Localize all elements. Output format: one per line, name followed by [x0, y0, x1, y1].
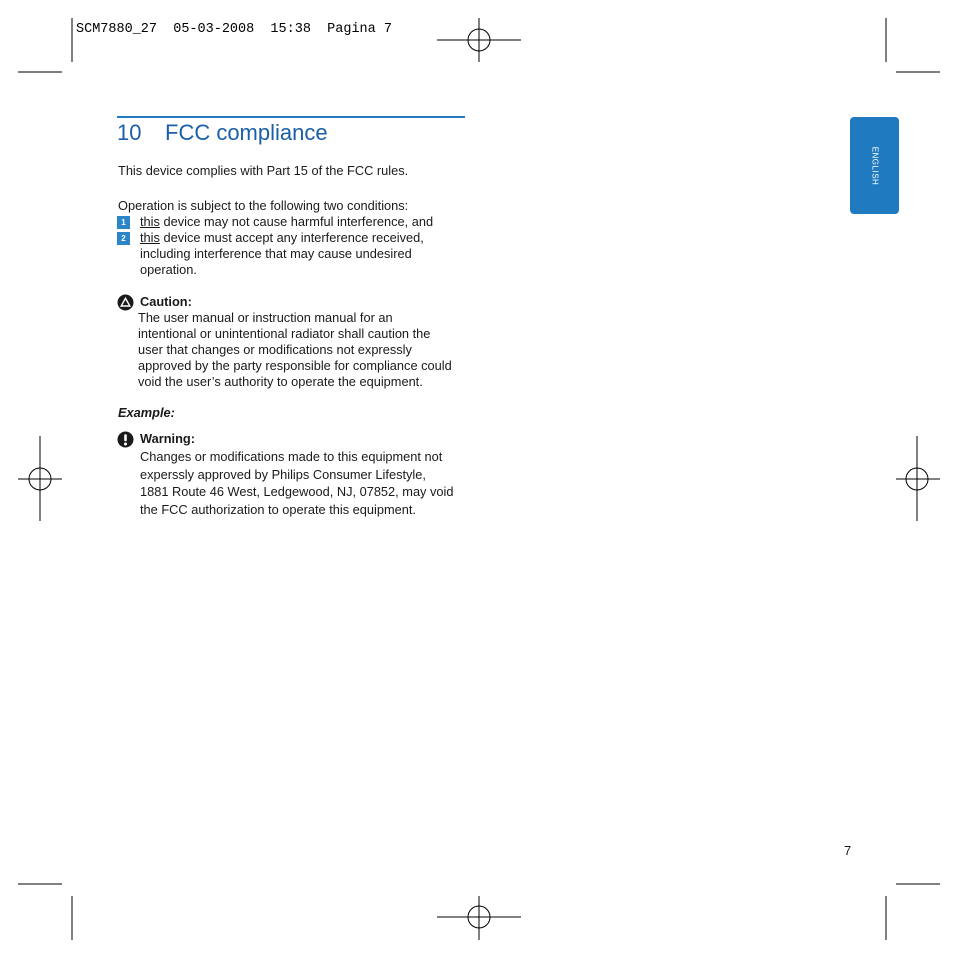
page-number: 7 [844, 843, 852, 858]
condition-2-word: this [140, 230, 160, 245]
example-label: Example: [118, 405, 175, 420]
condition-badge-2: 2 [117, 232, 130, 245]
warning-line-2: experssly approved by Philips Consumer Lifestyle, [140, 467, 426, 482]
warning-label: Warning: [140, 431, 195, 446]
condition-badge-1: 1 [117, 216, 130, 229]
condition-2-line-2: including interference that may cause undesired [140, 246, 412, 261]
chapter-heading [117, 120, 328, 146]
chapter-number: 10 [117, 120, 142, 145]
caution-line-3: user that changes or modifications not expressly [138, 342, 412, 357]
caution-line-2: intentional or unintentional radiator shall caution the [138, 326, 431, 341]
chapter-rule [117, 116, 465, 118]
warning-line-3: 1881 Route 46 West, Ledgewood, NJ, 07852, may void [140, 484, 454, 499]
caution-line-4: approved by the party responsible for compliance could [138, 358, 452, 373]
condition-2-line-3: operation. [140, 262, 197, 277]
condition-2 [140, 230, 424, 246]
caution-line-5: void the user’s authority to operate the equipment. [138, 374, 423, 389]
warning-line-1: Changes or modifications made to this equipment not [140, 449, 443, 464]
caution-icon [117, 294, 134, 311]
condition-2-rest: device must accept any interference received, [159, 230, 424, 245]
print-slug: SCM7880_27 05-03-2008 15:38 Pagina 7 [76, 22, 392, 37]
condition-1-word: this [140, 214, 160, 229]
caution-line-1: The user manual or instruction manual for an [138, 310, 393, 325]
conditions-intro: Operation is subject to the following two conditions: [118, 198, 409, 213]
language-tab [850, 117, 899, 214]
condition-1-rest: device may not cause harmful interference, and [159, 214, 434, 229]
caution-label: Caution: [140, 294, 192, 309]
warning-line-4: the FCC authorization to operate this equipment. [140, 502, 417, 517]
language-tab-label: ENGLISH [870, 146, 879, 185]
intro-text: This device complies with Part 15 of the FCC rules. [118, 163, 409, 178]
condition-1 [140, 214, 433, 230]
warning-icon [117, 431, 134, 448]
chapter-title: FCC compliance [165, 120, 328, 145]
